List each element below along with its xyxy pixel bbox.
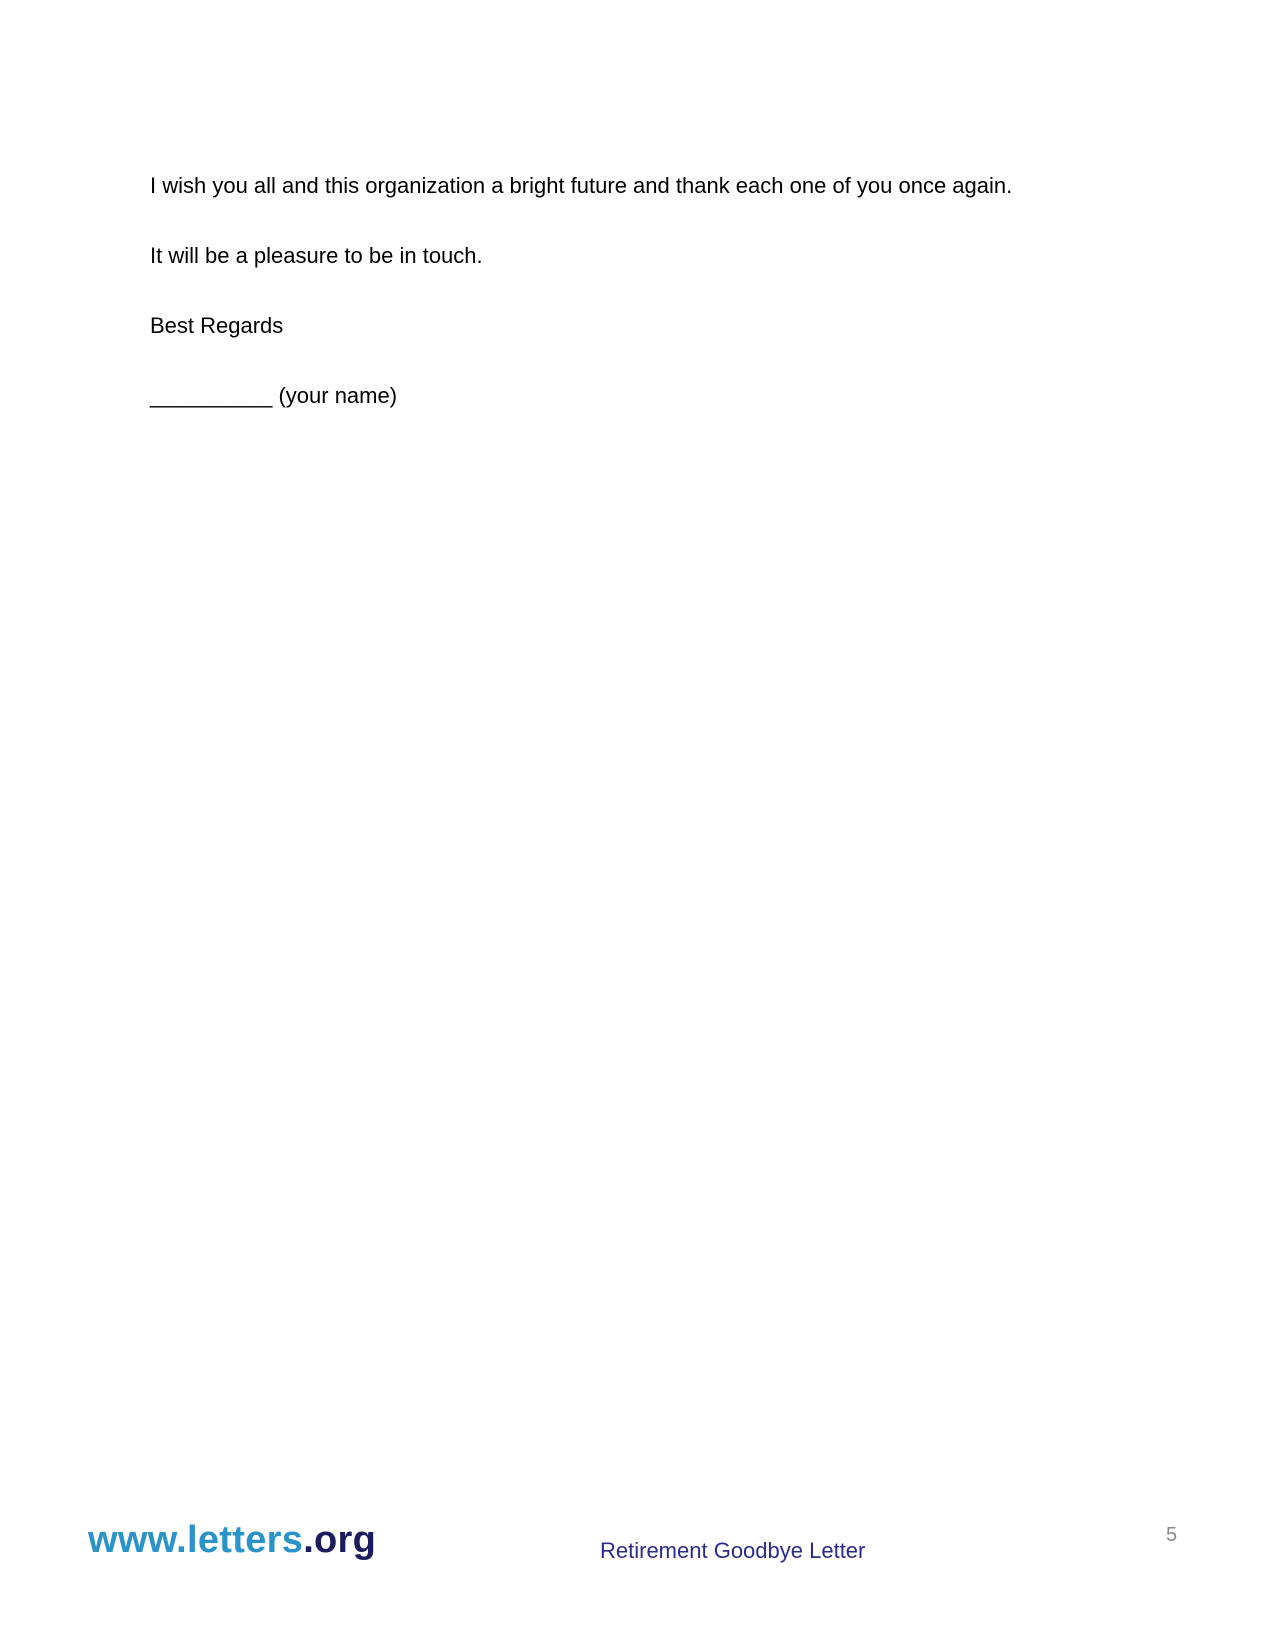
letter-body — [150, 172, 1130, 452]
footer-document-title: Retirement Goodbye Letter — [600, 1538, 866, 1563]
keep-in-touch-paragraph: It will be a pleasure to be in touch. — [150, 243, 483, 268]
closing-paragraph: I wish you all and this organization a bright future and thank each one of you once again. — [150, 173, 1013, 198]
logo-tld: org — [314, 1519, 377, 1561]
logo-domain-name: www.letters — [88, 1519, 304, 1561]
page-number: 5 — [1166, 1524, 1178, 1546]
signature-line: __________ (your name) — [150, 383, 398, 408]
sign-off: Best Regards — [150, 313, 284, 338]
site-logo — [88, 1518, 376, 1562]
logo-dot: . — [303, 1519, 315, 1561]
